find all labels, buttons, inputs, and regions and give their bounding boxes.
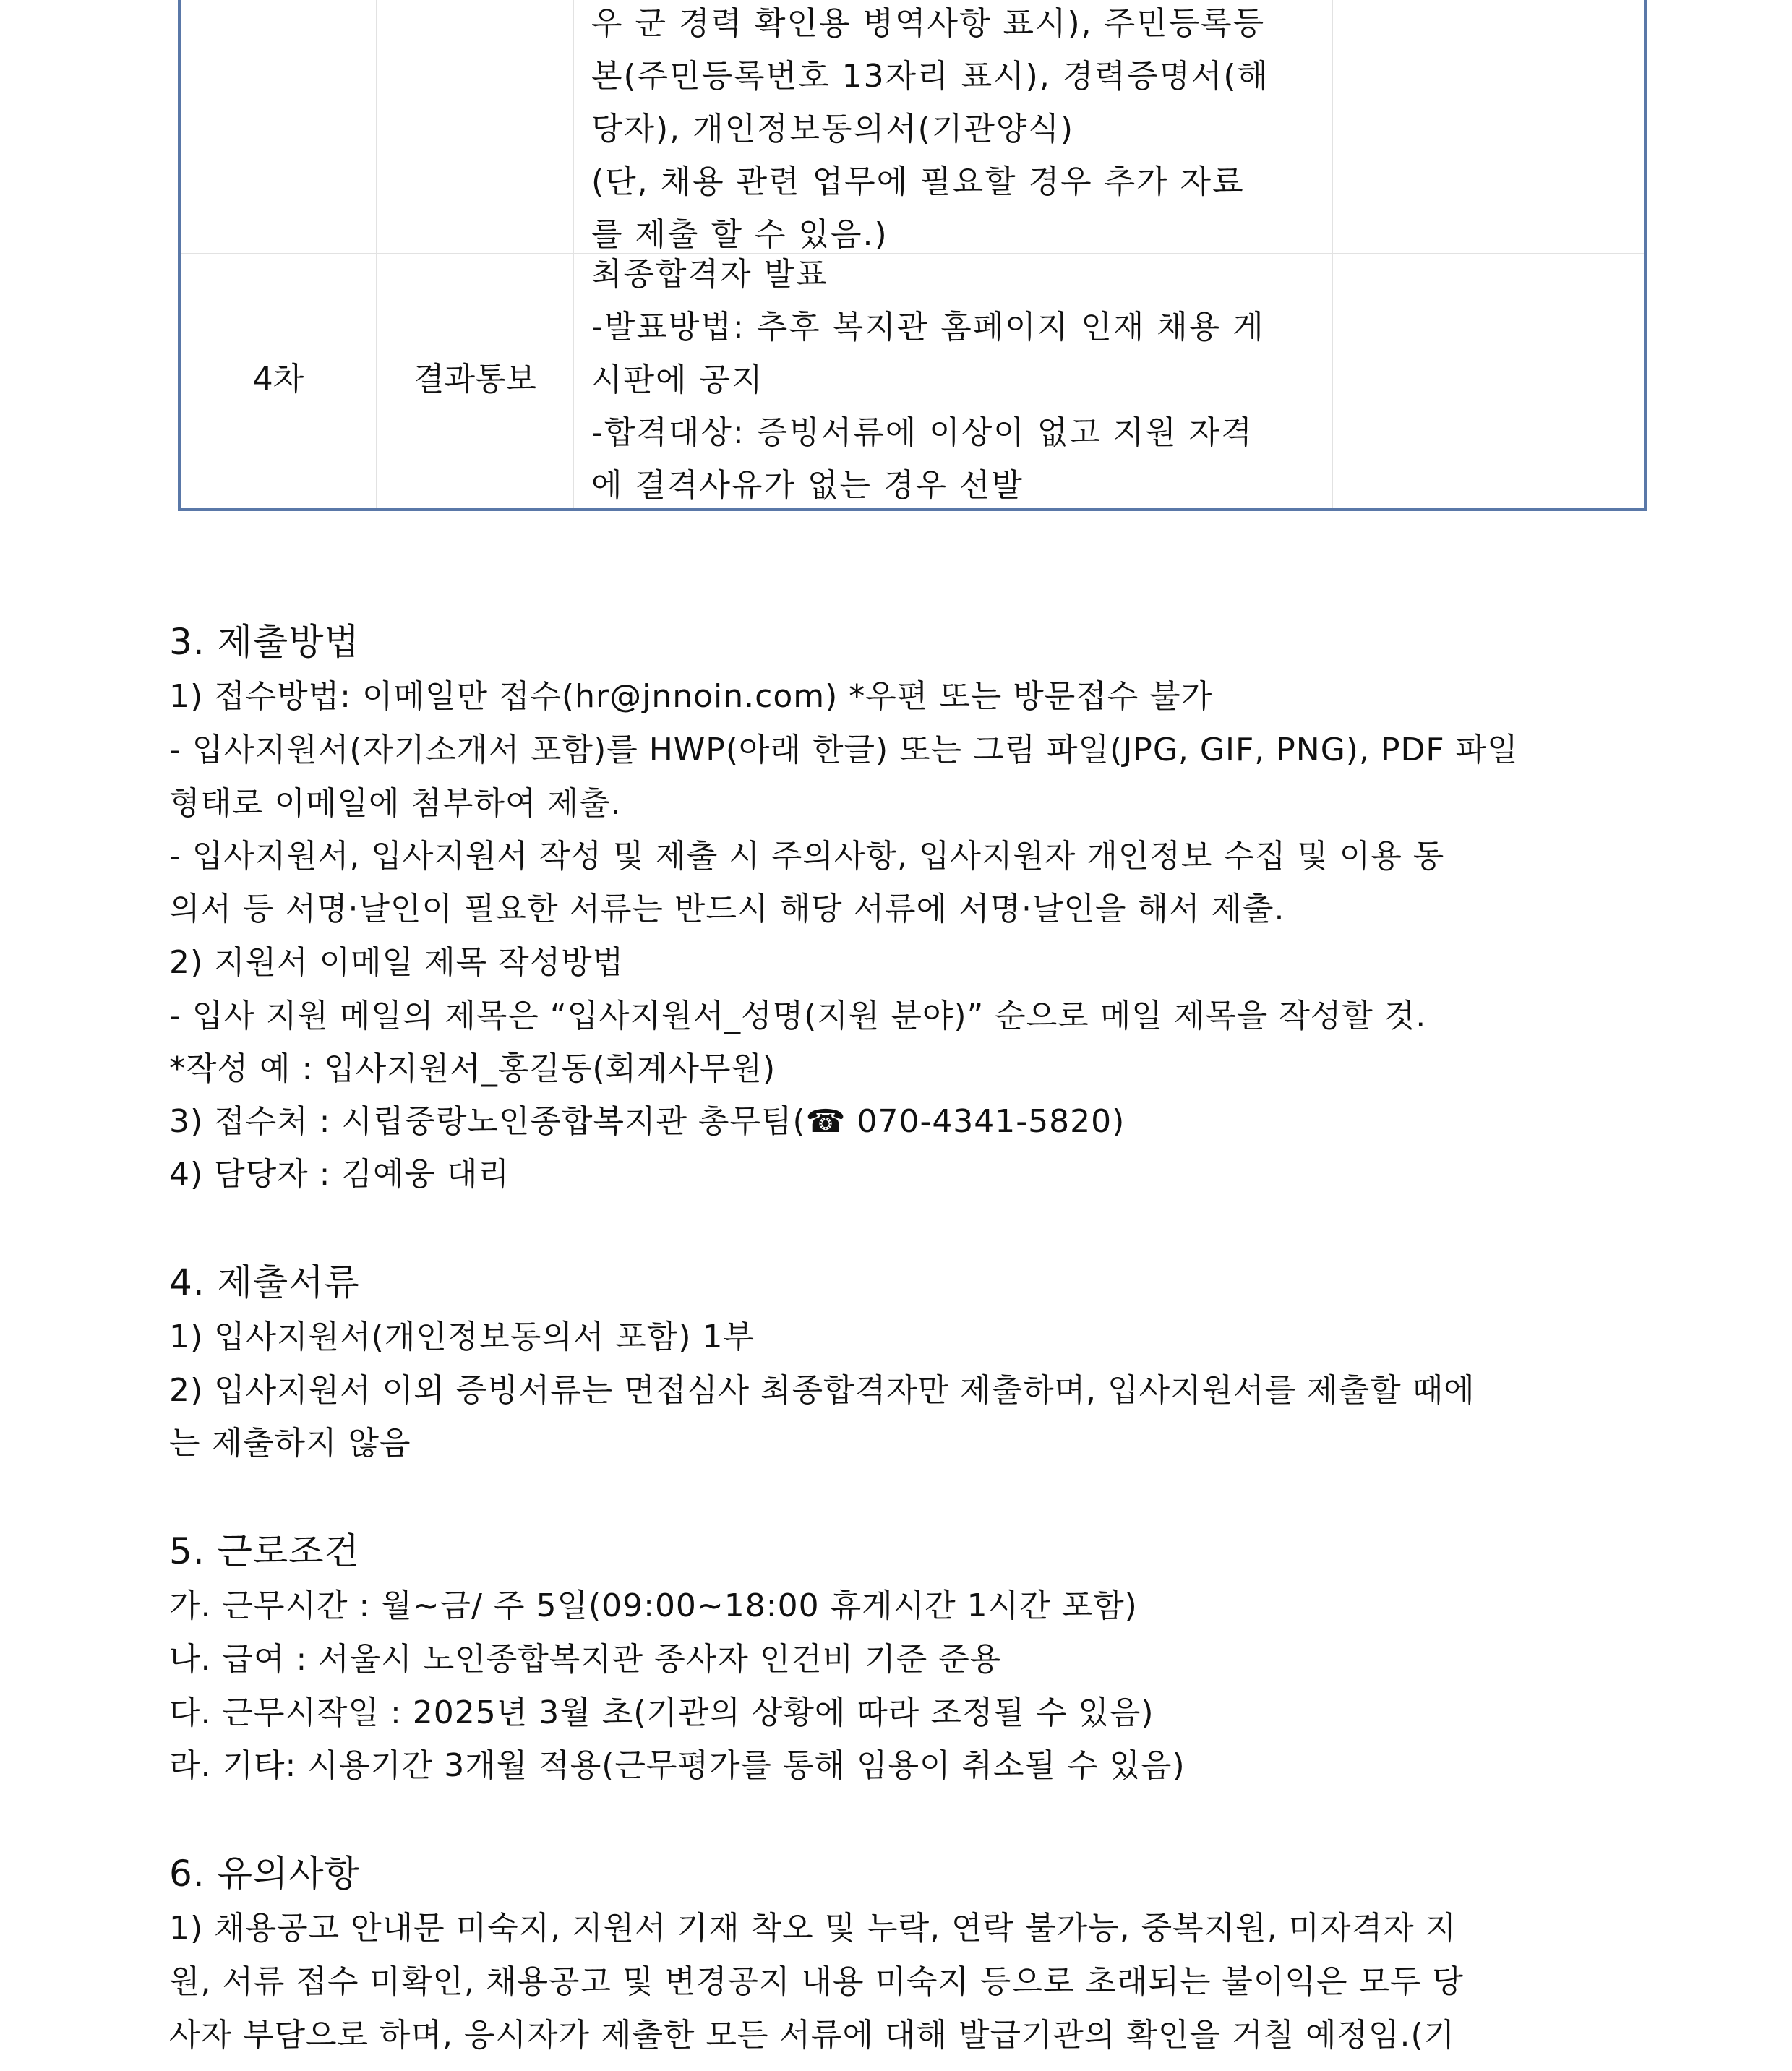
section-line: 4) 담당자 : 김예웅 대리 — [169, 1156, 510, 1193]
section-line: 라. 기타: 시용기간 3개월 적용(근무평가를 통해 임용이 취소될 수 있음) — [169, 1747, 1186, 1784]
section-line: 형태로 이메일에 첨부하여 제출. — [169, 785, 622, 822]
table-cell-line: 최종합격자 발표 — [591, 256, 828, 293]
section-line: 2) 입사지원서 이외 증빙서류는 면접심사 최종합격자만 제출하며, 입사지원서를 제출할 때에 — [169, 1372, 1475, 1409]
section-line: 는 제출하지 않음 — [169, 1425, 411, 1462]
section-line: 3) 접수처 : 시립중랑노인종합복지관 총무팀(☎ 070-4341-5820) — [169, 1103, 1126, 1140]
section-line: - 입사지원서, 입사지원서 작성 및 제출 시 주의사항, 입사지원자 개인정보 수집 및 이용 동 — [169, 838, 1445, 875]
table-cell-line: 우 군 경력 확인용 병역사항 표시), 주민등록등 — [591, 5, 1266, 42]
table-cell-line: 당자), 개인정보동의서(기관양식) — [591, 111, 1075, 147]
section-title: 4. 제출서류 — [169, 1261, 360, 1303]
section-line: *작성 예 : 입사지원서_홍길동(회계사무원) — [169, 1050, 776, 1087]
section-line: 나. 급여 : 서울시 노인종합복지관 종사자 인건비 기준 준용 — [169, 1641, 1002, 1678]
section-line: 가. 근무시간 : 월~금/ 주 5일(09:00~18:00 휴게시간 1시간 포함) — [169, 1587, 1138, 1624]
table-cell-line: (단, 채용 관련 업무에 필요할 경우 추가 자료 — [591, 163, 1245, 200]
section-title: 3. 제출방법 — [169, 621, 360, 663]
section-title: 6. 유의사항 — [169, 1853, 360, 1895]
section-line: - 입사 지원 메일의 제목은 “입사지원서_성명(지원 분야)” 순으로 메일 제목을 작성할 것. — [169, 998, 1427, 1034]
section-line: 사자 부담으로 하며, 응시자가 제출한 모든 서류에 대해 발급기관의 확인을 거칠 예정임.(기 — [169, 2017, 1456, 2054]
section-line: 1) 입사지원서(개인정보동의서 포함) 1부 — [169, 1319, 755, 1355]
recruitment-process-table — [178, 0, 1647, 511]
table-cell-line: 에 결격사유가 없는 경우 선발 — [591, 467, 1024, 504]
table-cell-line: 본(주민등록번호 13자리 표시), 경력증명서(해 — [591, 58, 1269, 95]
section-line: 2) 지원서 이메일 제목 작성방법 — [169, 944, 625, 981]
table-cell-line: -발표방법: 추후 복지관 홈페이지 인재 채용 게 — [591, 309, 1265, 346]
section-line: 의서 등 서명·날인이 필요한 서류는 반드시 해당 서류에 서명·날인을 해서 제출. — [169, 891, 1285, 927]
table-cell-line: 시판에 공지 — [591, 361, 764, 398]
section-title: 5. 근로조건 — [169, 1530, 360, 1572]
table-cell-line: -합격대상: 증빙서류에 이상이 없고 지원 자격 — [591, 414, 1253, 451]
section-line: 1) 접수방법: 이메일만 접수(hr@jnnoin.com) *우편 또는 방문접수 불가 — [169, 678, 1213, 715]
section-line: 다. 근무시작일 : 2025년 3월 초(기관의 상황에 따라 조정될 수 있음) — [169, 1694, 1154, 1731]
table-cell-line: 를 제출 할 수 있음.) — [591, 216, 888, 253]
table-cell-step: 4차 — [252, 361, 304, 398]
section-line: - 입사지원서(자기소개서 포함)를 HWP(아래 한글) 또는 그림 파일(JPG, GIF, PNG), PDF 파일 — [169, 732, 1519, 768]
table-row-divider — [181, 253, 1644, 254]
section-line: 원, 서류 접수 미확인, 채용공고 및 변경공지 내용 미숙지 등으로 초래되는 불이익은 모두 당 — [169, 1963, 1464, 2000]
table-cell-name: 결과통보 — [413, 361, 536, 398]
section-line: 1) 채용공고 안내문 미숙지, 지원서 기재 착오 및 누락, 연락 불가능, 중복지원, 미자격자 지 — [169, 1910, 1457, 1947]
